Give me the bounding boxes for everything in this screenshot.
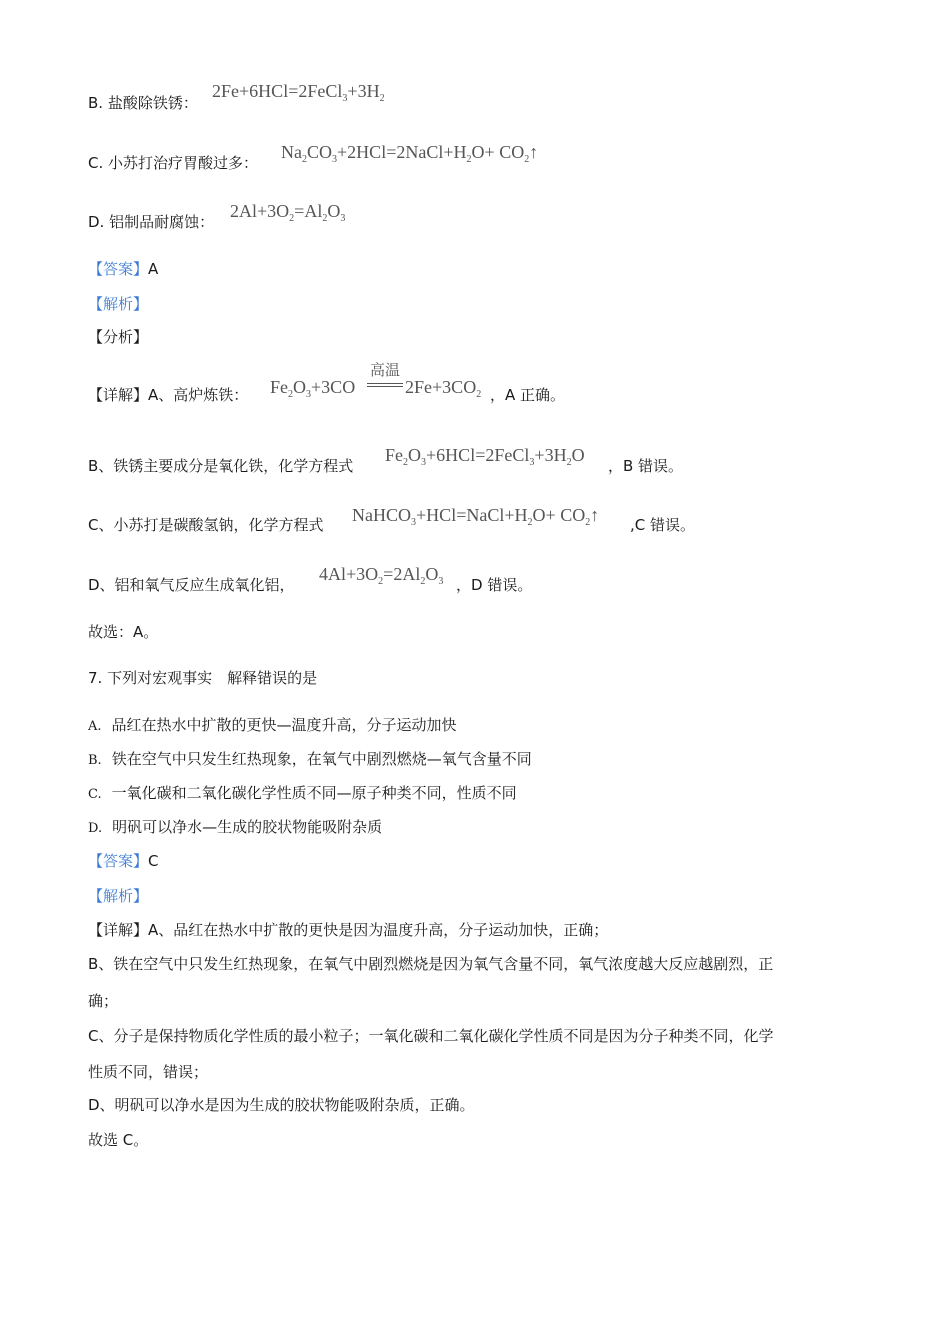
q7-option-b-letter: B.	[88, 753, 102, 768]
equals-bar-top	[367, 383, 403, 384]
q7-option-c-text: 一氧化碳和二氧化碳化学性质不同—原子种类不同，性质不同	[111, 784, 517, 802]
analysis-7-tag: 【解析】	[88, 887, 149, 905]
detail-7a	[88, 920, 608, 940]
detail-a-equation-left: $Fe_2O_3+3CO$	[270, 377, 356, 400]
q7-option-c	[88, 783, 517, 805]
question-7: 7. 下列对宏观事实 解释错误的是	[88, 669, 318, 687]
answer-tag: 【答案】	[88, 260, 149, 278]
option-c-label: C. 小苏打治疗胃酸过多：	[88, 154, 259, 172]
detail-d-equation: $4Al+3O_2=2Al_2O_3$	[319, 564, 444, 587]
option-c-equation: $Na_2CO_3+2HCl=2NaCl+H_2O+$ $CO_2↑$	[281, 142, 539, 165]
detail-7c-line1: C、分子是保持物质化学性质的最小粒子；一氧化碳和二氧化碳化学性质不同是因为分子种类不同，化学	[88, 1027, 774, 1045]
detail-7a-text: A、品红在热水中扩散的更快是因为温度升高，分子运动加快，正确；	[148, 921, 609, 939]
q7-option-d	[88, 817, 382, 839]
option-b-equation: $2Fe+6HCl=2FeCl_3+3H_2$	[212, 81, 385, 104]
option-d-equation: $2Al+3O_2=Al_2O_3$	[230, 201, 346, 224]
answer-7-line	[88, 851, 159, 871]
detail-c-equation: $NaHCO_3+HCl=NaCl+H_2O+$ $CO_2↑$	[352, 505, 600, 528]
answer-line	[88, 259, 158, 279]
equals-bar-bottom	[367, 386, 403, 387]
detail-7d: D、明矾可以净水是因为生成的胶状物能吸附杂质，正确。	[88, 1096, 475, 1114]
conclusion-6: 故选：A。	[88, 623, 159, 641]
answer-value: A	[148, 260, 159, 278]
detail-a-condition: 高温	[369, 361, 400, 379]
detail-a-tail: ，A 正确。	[490, 386, 566, 404]
q7-option-a	[88, 715, 457, 737]
detail-b-text: B、铁锈主要成分是氧化铁，化学方程式	[88, 457, 354, 475]
detail-7b-line2: 确；	[88, 992, 119, 1010]
q7-option-c-letter: C.	[88, 787, 102, 802]
answer-7-tag: 【答案】	[88, 852, 149, 870]
q7-option-a-text: 品红在热水中扩散的更快—温度升高，分子运动加快	[111, 716, 457, 734]
q7-option-d-text: 明矾可以净水—生成的胶状物能吸附杂质	[112, 818, 383, 836]
detail-c-tail: ,C 错误。	[630, 516, 696, 534]
answer-7-value: C	[148, 852, 159, 870]
fenxi-tag: 【分析】	[88, 328, 149, 346]
detail-b-equation: $Fe_2O_3+6HCl=2FeCl_3+3H_2O$	[385, 445, 585, 468]
detail-c-text: C、小苏打是碳酸氢钠，化学方程式	[88, 516, 324, 534]
detail-d-text: D、铝和氧气反应生成氧化铝，	[88, 576, 295, 594]
analysis-tag: 【解析】	[88, 295, 149, 313]
option-b-label: B. 盐酸除铁锈：	[88, 94, 198, 112]
detail-a-equation-right: $2Fe+3CO_2$	[405, 377, 482, 400]
q7-option-b-text: 铁在空气中只发生红热现象，在氧气中剧烈燃烧—氧气含量不同	[111, 750, 532, 768]
detail-7-tag: 【详解】	[88, 921, 149, 939]
detail-d-tail: ，D 错误。	[456, 576, 533, 594]
option-d-label: D. 铝制品耐腐蚀：	[88, 213, 215, 231]
q7-option-d-letter: D.	[88, 821, 103, 836]
detail-7b-line1: B、铁在空气中只发生红热现象，在氧气中剧烈燃烧是因为氧气含量不同，氧气浓度越大反应越剧烈，正	[88, 955, 774, 973]
detail-tag: 【详解】	[88, 386, 149, 404]
detail-7c-line2: 性质不同，错误；	[88, 1063, 209, 1081]
detail-a-line	[88, 385, 248, 405]
q7-option-a-letter: A.	[88, 719, 102, 734]
detail-b-tail: ，B 错误。	[608, 457, 684, 475]
q7-option-b	[88, 749, 532, 771]
detail-a-text: A、高炉炼铁：	[148, 386, 249, 404]
conclusion-7: 故选 C。	[88, 1131, 149, 1149]
